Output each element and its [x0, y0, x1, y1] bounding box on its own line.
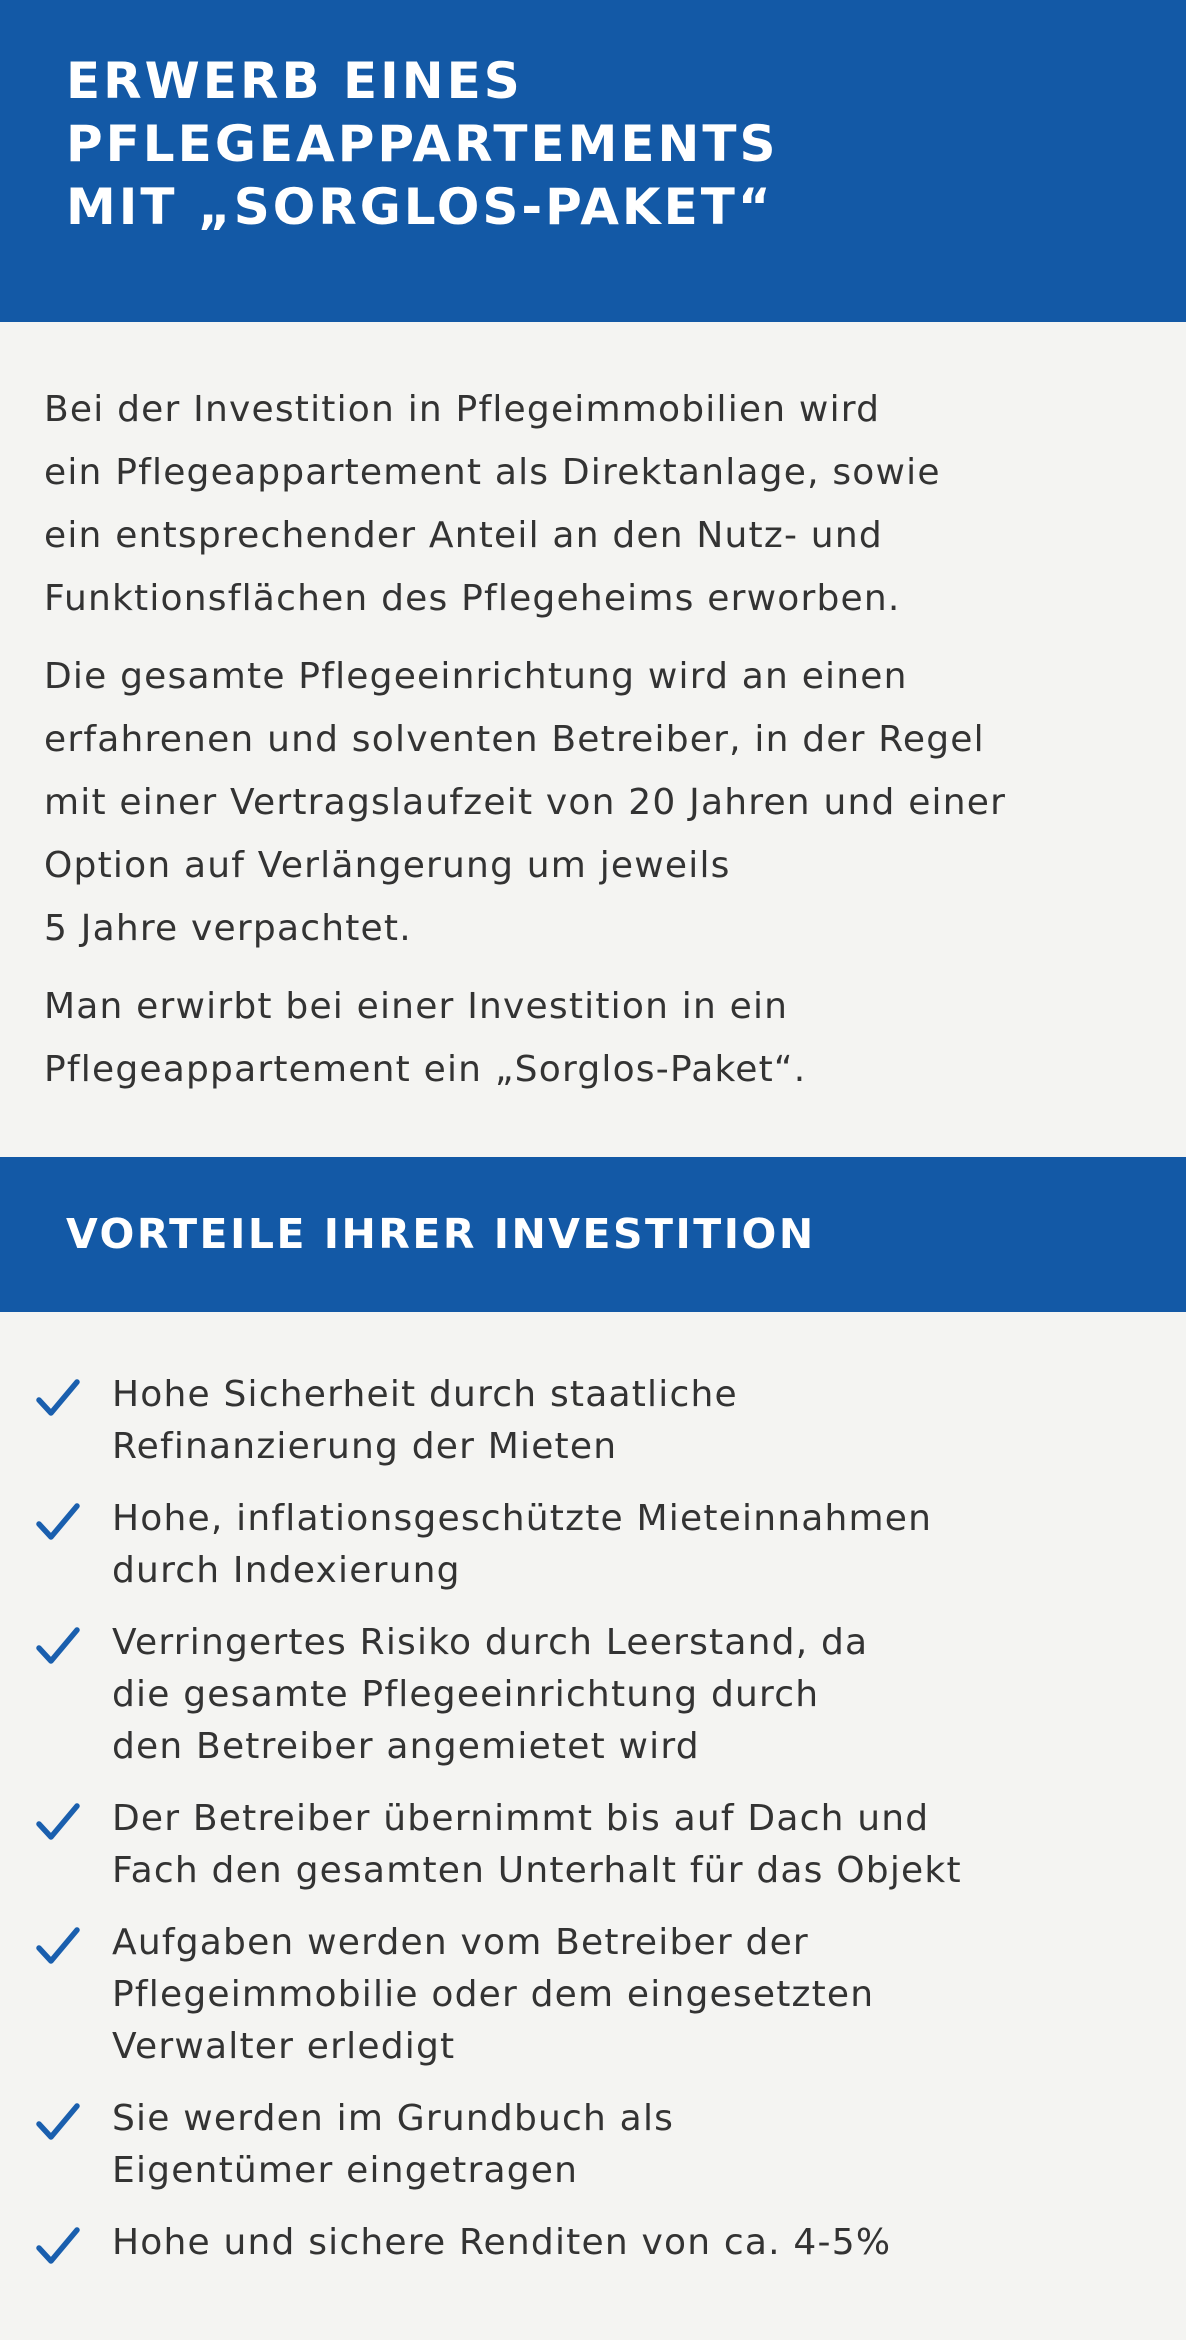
list-item	[36, 1493, 1166, 1597]
text-line: Die gesamte Pflegeeinrichtung wird an einen	[44, 656, 908, 697]
text-line: den Betreiber angemietet wird	[112, 1726, 700, 1767]
list-item	[36, 1793, 1166, 1897]
list-item	[36, 1617, 1166, 1773]
text-line: Fach den gesamten Unterhalt für das Objekt	[112, 1850, 962, 1891]
text-line: Eigentümer eingetragen	[112, 2150, 579, 2191]
text-line: die gesamte Pflegeeinrichtung durch	[112, 1674, 820, 1715]
text-line: Der Betreiber übernimmt bis auf Dach und	[112, 1798, 930, 1839]
advantage-text	[112, 1493, 1166, 1597]
text-line: Pflegeappartement ein „Sorglos-Paket“.	[44, 1049, 807, 1090]
text-line: erfahrenen und solventen Betreiber, in der Regel	[44, 719, 985, 760]
header-title-line: ERWERB EINES	[66, 52, 523, 110]
text-line: ein entsprechender Anteil an den Nutz- und	[44, 515, 883, 556]
text-line: Man erwirbt bei einer Investition in ein	[44, 986, 789, 1027]
list-item	[36, 2093, 1166, 2197]
intro-paragraph	[44, 645, 1164, 960]
text-line: Refinanzierung der Mieten	[112, 1426, 618, 1467]
advantage-text	[112, 2093, 1166, 2197]
checkmark-icon	[36, 1377, 80, 1421]
checkmark-icon	[36, 1925, 80, 1969]
text-line: durch Indexierung	[112, 1550, 461, 1591]
list-item	[36, 1369, 1166, 1473]
text-line: mit einer Vertragslaufzeit von 20 Jahren und einer	[44, 782, 1007, 823]
text-line: Hohe, inflationsgeschützte Mieteinnahmen	[112, 1498, 933, 1539]
text-line: Hohe und sichere Renditen von ca. 4-5%	[112, 2222, 892, 2263]
advantage-text	[112, 1917, 1166, 2073]
advantage-text	[112, 1617, 1166, 1773]
intro-paragraph	[44, 975, 1164, 1101]
text-line: Bei der Investition in Pflegeimmobilien wird	[44, 389, 881, 430]
text-line: ein Pflegeappartement als Direktanlage, sowie	[44, 452, 941, 493]
text-line: Pflegeimmobilie oder dem eingesetzten	[112, 1974, 875, 2015]
advantages-title: VORTEILE IHRER INVESTITION	[66, 1210, 816, 1258]
checkmark-icon	[36, 1625, 80, 1669]
text-line: 5 Jahre verpachtet.	[44, 908, 412, 949]
list-item	[36, 1917, 1166, 2073]
text-line: Option auf Verlängerung um jeweils	[44, 845, 731, 886]
advantage-text	[112, 1369, 1166, 1473]
text-line: Verringertes Risiko durch Leerstand, da	[112, 1622, 869, 1663]
intro-paragraph	[44, 378, 1164, 630]
text-line: Funktionsflächen des Pflegeheims erworben.	[44, 578, 901, 619]
advantage-text	[112, 2217, 1166, 2269]
intro-text	[44, 378, 1164, 1116]
checkmark-icon	[36, 1801, 80, 1845]
advantages-list	[36, 1369, 1166, 2289]
checkmark-icon	[36, 2101, 80, 2145]
text-line: Hohe Sicherheit durch staatliche	[112, 1374, 738, 1415]
list-item	[36, 2217, 1166, 2269]
checkmark-icon	[36, 1501, 80, 1545]
header-title-line: MIT „SORGLOS-PAKET“	[66, 178, 774, 236]
text-line: Sie werden im Grundbuch als	[112, 2098, 675, 2139]
header-title	[66, 50, 779, 239]
advantage-text	[112, 1793, 1166, 1897]
text-line: Verwalter erledigt	[112, 2026, 456, 2067]
checkmark-icon	[36, 2225, 80, 2269]
text-line: Aufgaben werden vom Betreiber der	[112, 1922, 809, 1963]
header-title-line: PFLEGEAPPARTEMENTS	[66, 115, 779, 173]
